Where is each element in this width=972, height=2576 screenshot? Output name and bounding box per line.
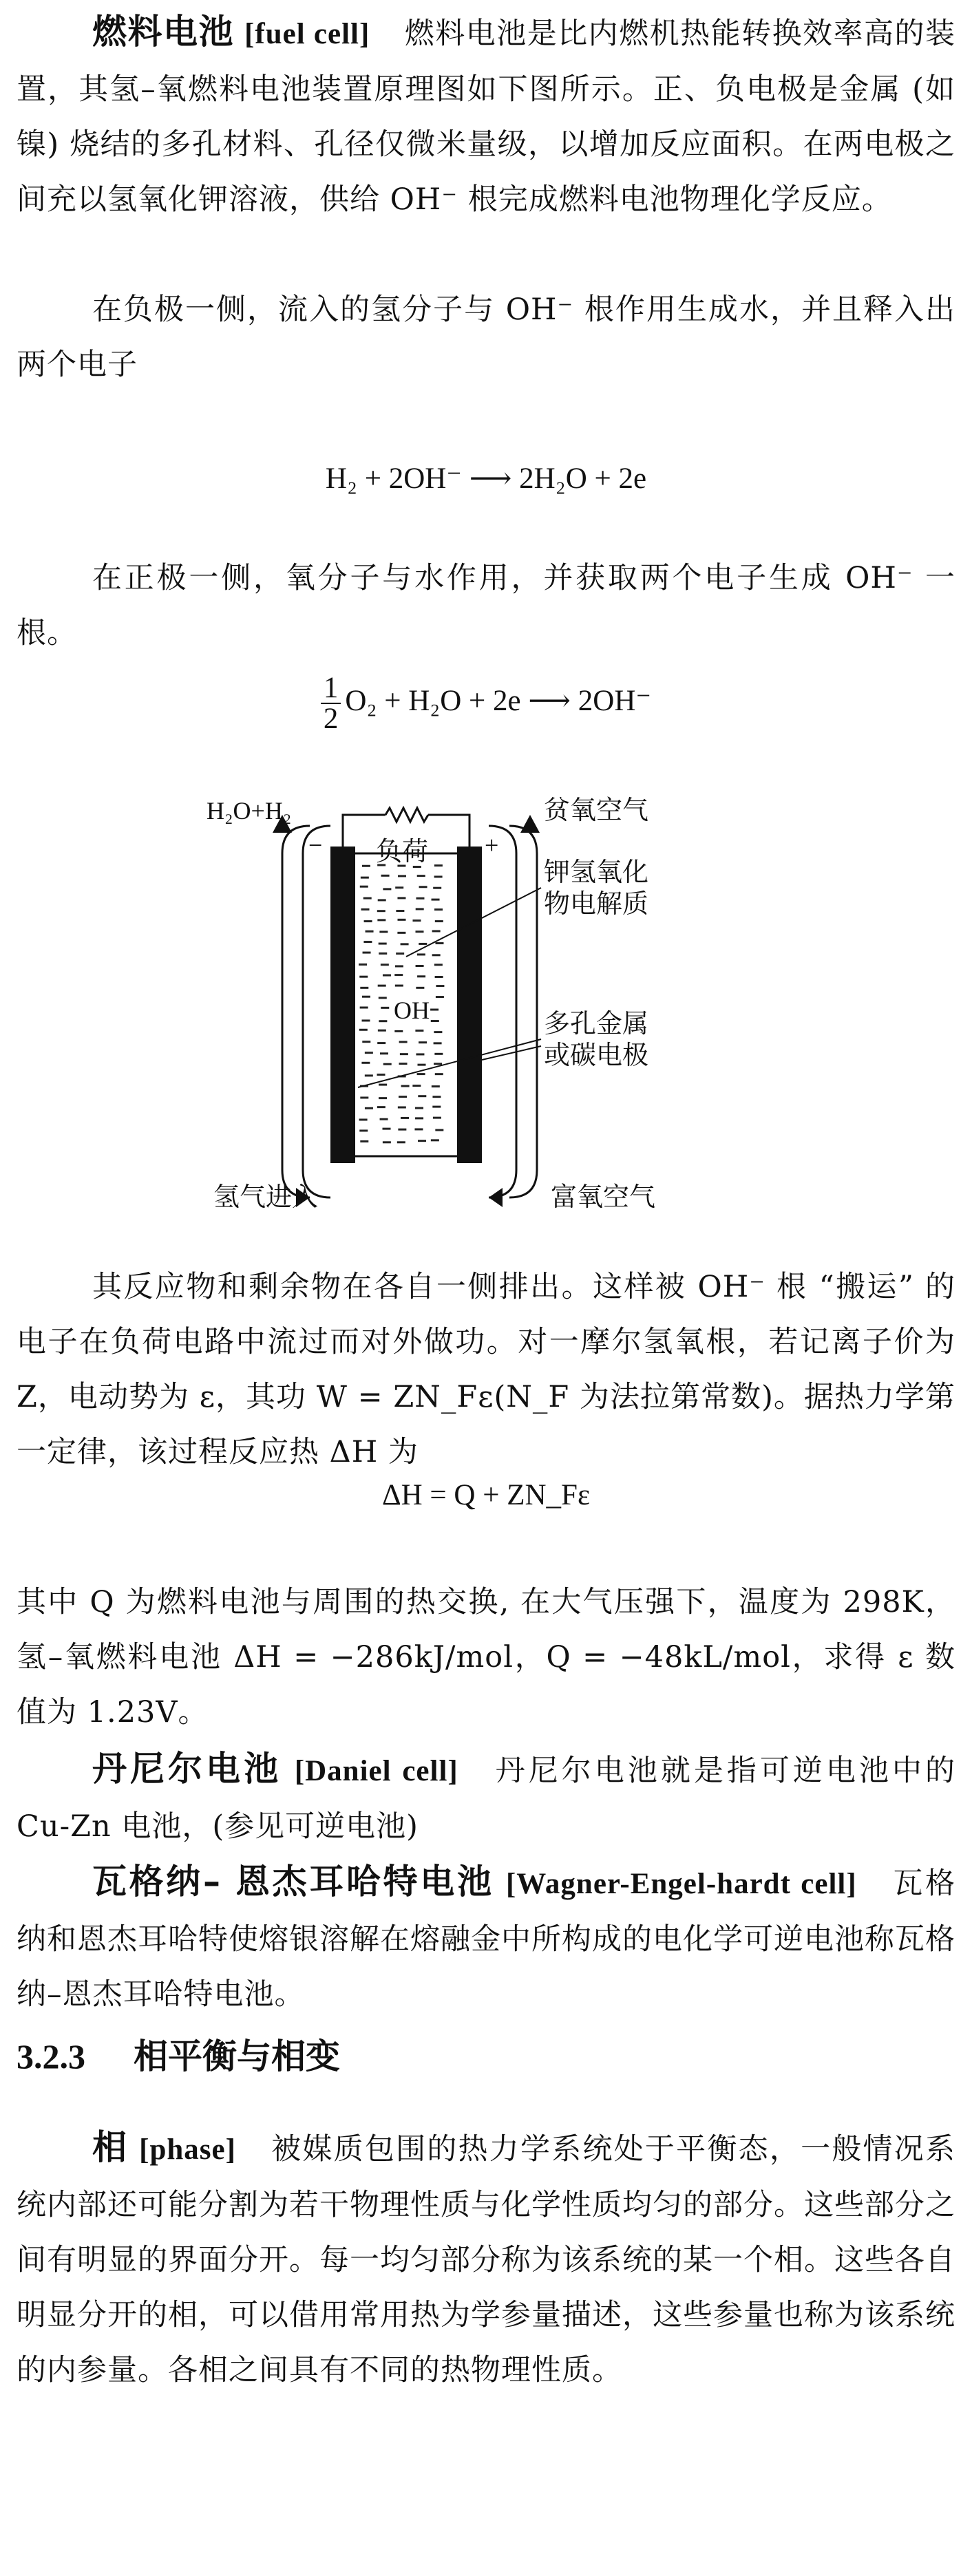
fuel-cell-diagram — [200, 785, 764, 1239]
one-half-fraction — [321, 673, 341, 734]
load-wire-right — [428, 815, 469, 847]
wagner-cell-text: 瓦格纳和恩杰耳哈特使熔银溶解在熔融金中所构成的电化学可逆电池称瓦格纳–恩杰耳哈特电池。 — [17, 1866, 955, 2012]
section-number: 3.2.3 — [17, 2037, 85, 2076]
equation-positive-rest: O₂ + H₂O + 2e ⟶ 2OH⁻ — [345, 684, 652, 717]
arrow-in-right-icon — [489, 1188, 503, 1207]
load-resistor-icon — [385, 808, 428, 822]
arrow-out-right-icon — [520, 815, 540, 833]
daniel-cell-text: 丹尼尔电池就是指可逆电池中的 Cu-Zn 电池，(参见可逆电池) — [17, 1754, 956, 1844]
section-title: 相平衡与相变 — [134, 2036, 340, 2076]
left-outer-pipe — [282, 826, 310, 1197]
label-h2-in: 氢气进入 — [213, 1182, 319, 1212]
daniel-cell-paragraph — [17, 1741, 955, 1854]
equation-positive — [0, 673, 972, 734]
label-electrode-2: 或碳电极 — [544, 1040, 649, 1070]
label-electrode-1: 多孔金属 — [544, 1008, 649, 1039]
label-rich-air: 富氧空气 — [551, 1182, 656, 1212]
fuel-cell-text: 燃料电池是比内燃机热能转换效率高的装置，其氢–氧燃料电池装置原理图如下图所示。正、负电极是金属 (如镍) 烧结的多孔材料、孔径仅微米量级，以增加反应面积。在两电极之间充以氢氧化钾溶液，供给 OH⁻ 根完成燃料电池物理化学反应。 — [17, 17, 955, 217]
fuel-cell-term-en: [fuel cell] — [244, 18, 370, 50]
label-poor-air: 贫氧空气 — [544, 795, 649, 825]
wagner-cell-paragraph — [17, 1854, 955, 2022]
label-plus: + — [485, 831, 499, 859]
phase-term-en: [phase] — [139, 2133, 236, 2166]
label-h2o-h2: H₂O+H₂ — [207, 797, 292, 824]
fraction-denominator: 2 — [323, 703, 339, 735]
right-inner-pipe — [489, 826, 516, 1197]
phase-term: 相 — [92, 2127, 129, 2167]
section-heading — [17, 2029, 340, 2078]
phase-paragraph — [17, 2120, 955, 2398]
fuel-cell-term: 燃料电池 — [92, 12, 234, 52]
label-minus: − — [308, 831, 323, 859]
enthalpy-paragraph: 其中 Q 为燃料电池与周围的热交换, 在大气压强下，温度为 298K，氢–氧燃料电池 ΔH = −286kJ/mol，Q = −48kL/mol，求得 ε 数值为 1.23V。 — [17, 1585, 955, 1729]
negative-electrode — [330, 847, 355, 1163]
right-outer-pipe — [509, 826, 537, 1197]
wagner-cell-term-en: [Wagner-Engel-hardt cell] — [505, 1868, 857, 1900]
positive-electrode-paragraph: 在正极一侧，氧分子与水作用，并获取两个电子生成 OH⁻ 一根。 — [17, 561, 955, 650]
phase-text: 被媒质包围的热力学系统处于平衡态，一般情况系统内部还可能分割为若干物理性质与化学性质均匀的部分。这些部分之间有明显的界面分开。每一均匀部分称为该系统的某一个相。这些各自明显分开的相，可以借用常用热为学参量描述，这些参量也称为该系统的内参量。各相之间具有不同的热物理性质。 — [17, 2132, 956, 2387]
positive-electrode — [457, 847, 482, 1163]
negative-electrode-paragraph: 在负极一侧，流入的氢分子与 OH⁻ 根作用生成水，并且释入出两个电子 — [17, 292, 955, 382]
fuel-cell-paragraph — [17, 4, 955, 227]
daniel-cell-term: 丹尼尔电池 — [92, 1749, 282, 1789]
fraction-numerator: 1 — [321, 673, 341, 704]
label-oh: OH — [394, 997, 430, 1024]
wagner-cell-term: 瓦格纳– 恩杰耳哈特电池 — [92, 1862, 494, 1902]
daniel-cell-term-en: [Daniel cell] — [294, 1755, 458, 1787]
label-electrolyte-2: 物电解质 — [544, 888, 649, 919]
left-inner-pipe — [303, 826, 330, 1197]
equation-negative: H₂ + 2OH⁻ ⟶ 2H₂O + 2e — [325, 462, 647, 495]
label-load: 负荷 — [376, 836, 429, 866]
work-paragraph: 其反应物和剩余物在各自一侧排出。这样被 OH⁻ 根 “搬运” 的电子在负荷电路中流过而对外做功。对一摩尔氢氧根，若记离子价为 Z，电动势为 ε，其功 W = ZN_Fε(N_F 为法拉第常数)。据热力学第一定律，该过程反应热 ΔH 为 — [17, 1270, 955, 1469]
label-electrolyte-1: 钾氢氧化 — [544, 857, 649, 887]
equation-enthalpy: ΔH = Q + ZN_Fε — [381, 1479, 591, 1511]
